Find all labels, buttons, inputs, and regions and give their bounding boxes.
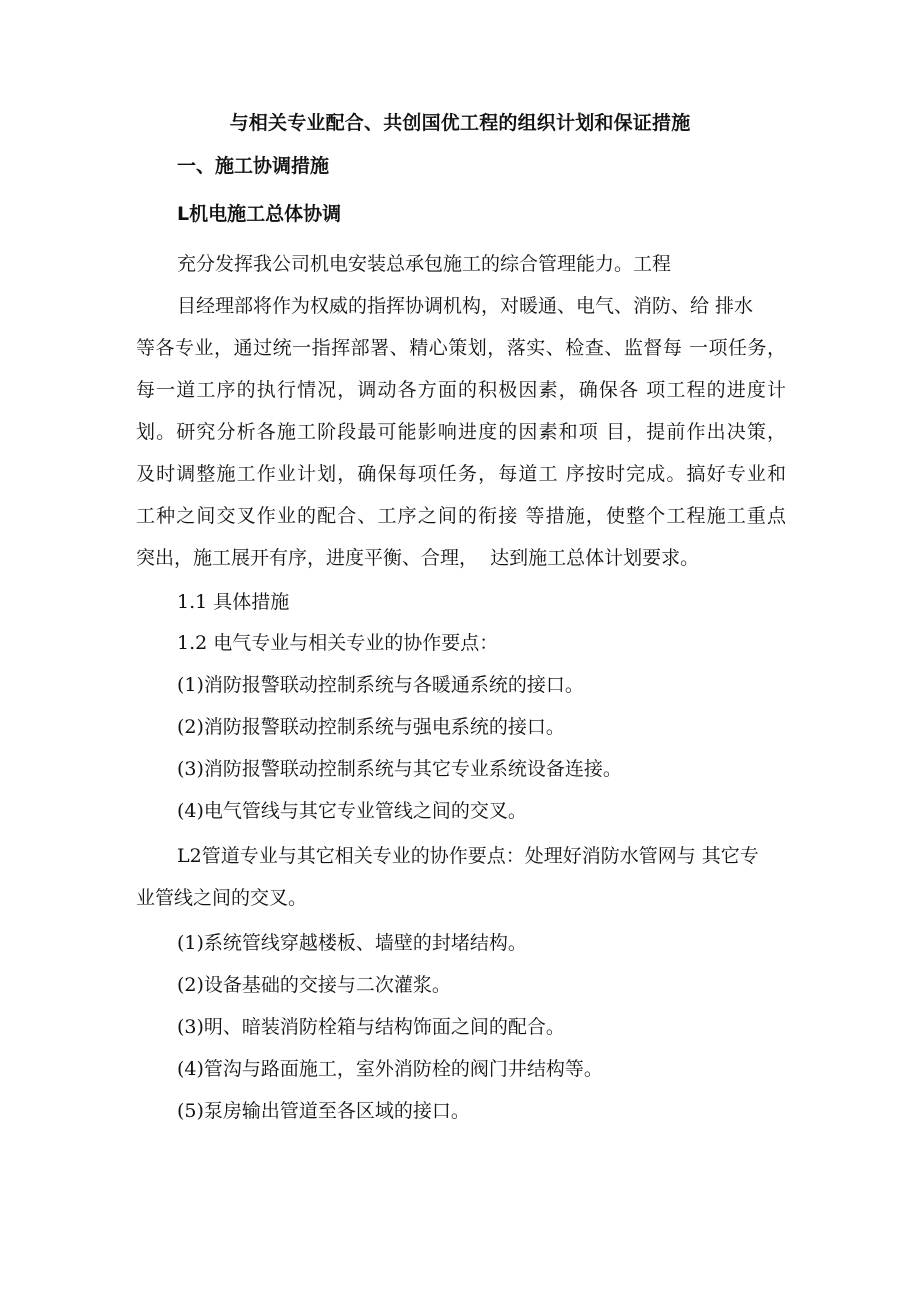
paragraph-line: 等各专业，通过统一指挥部署、精心策划，落实、检查、监督每 一项任务， bbox=[136, 337, 786, 359]
list-item: (1)消防报警联动控制系统与各暖通系统的接口。 bbox=[177, 674, 584, 696]
list-item: (1)系统管线穿越楼板、墙壁的封堵结构。 bbox=[177, 932, 527, 954]
list-item: (2)消防报警联动控制系统与强电系统的接口。 bbox=[177, 716, 565, 738]
paragraph-line: 划。研究分析各施工阶段最可能影响进度的因素和项 目，提前作出决策， bbox=[136, 421, 786, 443]
paragraph-line: 工种之间交叉作业的配合、工序之间的衔接 等措施，使整个工程施工重点 bbox=[136, 505, 786, 527]
item-1-1: 1.1 具体措施 bbox=[177, 591, 290, 613]
paragraph-line: 业管线之间的交叉。 bbox=[136, 887, 308, 909]
paragraph-line: 每一道工序的执行情况，调动各方面的积极因素，确保各 项工程的进度计 bbox=[136, 379, 786, 401]
list-item: (3)消防报警联动控制系统与其它专业系统设备连接。 bbox=[177, 758, 622, 780]
paragraph-line: 及时调整施工作业计划，确保每项任务，每道工 序按时完成。搞好专业和 bbox=[136, 463, 786, 485]
list-item: (3)明、暗装消防栓箱与结构饰面之间的配合。 bbox=[177, 1016, 565, 1038]
list-item: (4)电气管线与其它专业管线之间的交叉。 bbox=[177, 800, 527, 822]
list-item: (5)泵房输出管道至各区域的接口。 bbox=[177, 1100, 470, 1122]
paragraph-line: 目经理部将作为权威的指挥协调机构，对暖通、电气、消防、给 排水 bbox=[177, 295, 754, 317]
paragraph-line: 充分发挥我公司机电安装总承包施工的综合管理能力。工程 bbox=[177, 253, 672, 275]
item-1-2: 1.2 电气专业与相关专业的协作要点： bbox=[177, 632, 499, 654]
list-item: (2)设备基础的交接与二次灌浆。 bbox=[177, 974, 451, 996]
paragraph-line: L2管道专业与其它相关专业的协作要点：处理好消防水管网与 其它专 bbox=[177, 845, 759, 867]
list-item: (4)管沟与路面施工，室外消防栓的阀门井结构等。 bbox=[177, 1058, 603, 1080]
section-heading: 一、施工协调措施 bbox=[177, 155, 330, 177]
paragraph-line: 突出，施工展开有序，进度平衡、合理， 达到施工总体计划要求。 bbox=[136, 547, 700, 569]
subsection-heading: L机电施工总体协调 bbox=[177, 203, 342, 225]
document-title: 与相关专业配合、共创国优工程的组织计划和保证措施 bbox=[229, 112, 691, 134]
